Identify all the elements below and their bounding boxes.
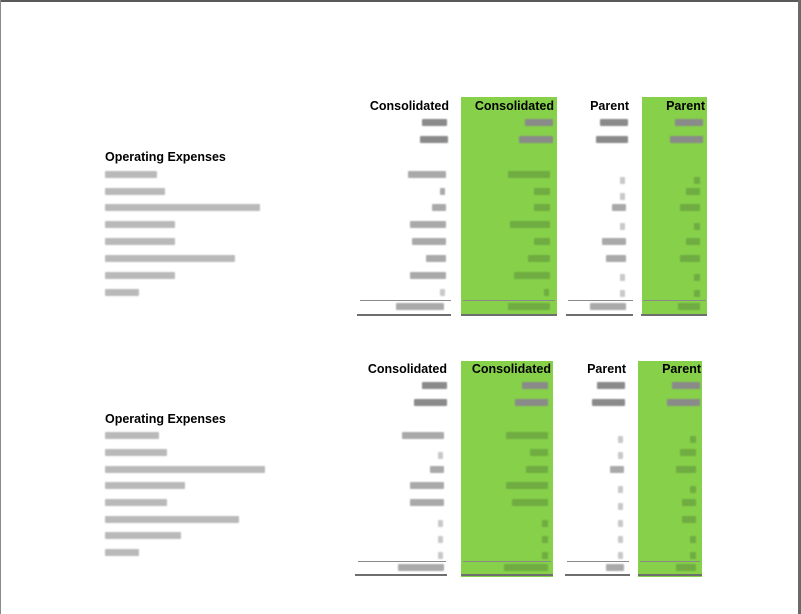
total-double-rule xyxy=(461,574,553,576)
value-cell xyxy=(680,449,696,456)
section-title: Operating Expenses xyxy=(105,150,226,164)
total-cell xyxy=(508,303,550,310)
total-double-rule xyxy=(638,574,702,576)
value-cell xyxy=(410,221,446,228)
value-cell xyxy=(682,516,696,523)
value-cell xyxy=(620,177,625,184)
value-cell xyxy=(694,223,700,230)
total-double-rule xyxy=(461,314,557,316)
total-cell xyxy=(676,564,696,571)
column-header-parent-highlighted: Parent xyxy=(666,99,705,113)
value-cell xyxy=(690,436,696,443)
date-cell xyxy=(420,136,448,143)
row-label xyxy=(105,272,175,279)
date-cell xyxy=(515,399,548,406)
value-cell xyxy=(618,520,623,527)
value-cell xyxy=(620,193,625,200)
value-cell xyxy=(514,272,550,279)
value-cell xyxy=(534,188,550,195)
row-label xyxy=(105,532,181,539)
value-cell xyxy=(694,274,700,281)
total-rule xyxy=(360,300,451,301)
date-cell xyxy=(414,399,447,406)
date-cell xyxy=(519,136,553,143)
row-label xyxy=(105,449,167,456)
value-cell xyxy=(610,466,624,473)
value-cell xyxy=(606,255,626,262)
row-label xyxy=(105,238,175,245)
row-label xyxy=(105,204,260,211)
value-cell xyxy=(528,255,550,262)
value-cell xyxy=(506,482,548,489)
value-cell xyxy=(618,536,623,543)
row-label xyxy=(105,549,139,556)
value-cell xyxy=(408,171,446,178)
date-cell xyxy=(592,399,625,406)
year-cell xyxy=(672,382,700,389)
value-cell xyxy=(690,552,696,559)
year-cell xyxy=(675,119,703,126)
row-label xyxy=(105,466,265,473)
value-cell xyxy=(402,432,444,439)
value-cell xyxy=(534,238,550,245)
row-label xyxy=(105,516,239,523)
date-cell xyxy=(670,136,703,143)
section-title: Operating Expenses xyxy=(105,412,226,426)
value-cell xyxy=(438,536,443,543)
value-cell xyxy=(510,221,550,228)
column-header-parent-highlighted: Parent xyxy=(662,362,701,376)
value-cell xyxy=(602,238,626,245)
row-label xyxy=(105,499,167,506)
value-cell xyxy=(534,204,550,211)
value-cell xyxy=(410,272,446,279)
value-cell xyxy=(618,503,623,510)
value-cell xyxy=(430,466,444,473)
year-cell xyxy=(422,382,447,389)
total-rule xyxy=(567,561,629,562)
value-cell xyxy=(618,436,623,443)
row-label xyxy=(105,171,157,178)
value-cell xyxy=(686,238,700,245)
value-cell xyxy=(542,552,548,559)
total-double-rule xyxy=(566,314,633,316)
value-cell xyxy=(612,204,626,211)
value-cell xyxy=(620,223,625,230)
value-cell xyxy=(618,452,623,459)
total-rule xyxy=(463,561,551,562)
value-cell xyxy=(620,290,625,297)
value-cell xyxy=(680,255,700,262)
value-cell xyxy=(618,486,623,493)
value-cell xyxy=(438,520,443,527)
value-cell xyxy=(690,536,696,543)
value-cell xyxy=(432,204,446,211)
value-cell xyxy=(426,255,446,262)
row-label xyxy=(105,255,235,262)
date-cell xyxy=(667,399,700,406)
total-cell xyxy=(396,303,444,310)
total-rule xyxy=(358,561,446,562)
value-cell xyxy=(686,188,700,195)
value-cell xyxy=(512,499,548,506)
value-cell xyxy=(412,238,446,245)
value-cell xyxy=(680,204,700,211)
value-cell xyxy=(694,290,700,297)
total-double-rule xyxy=(641,314,707,316)
value-cell xyxy=(542,536,548,543)
total-rule xyxy=(463,300,555,301)
total-cell xyxy=(606,564,624,571)
total-double-rule xyxy=(565,574,630,576)
total-rule xyxy=(643,300,706,301)
total-cell xyxy=(678,303,700,310)
year-cell xyxy=(422,119,447,126)
value-cell xyxy=(694,177,700,184)
row-label xyxy=(105,432,159,439)
value-cell xyxy=(410,499,444,506)
total-rule xyxy=(640,561,700,562)
value-cell xyxy=(682,499,696,506)
row-label xyxy=(105,188,165,195)
value-cell xyxy=(508,171,550,178)
value-cell xyxy=(440,289,445,296)
value-cell xyxy=(438,552,443,559)
year-cell xyxy=(522,382,548,389)
total-cell xyxy=(504,564,548,571)
column-header-parent: Parent xyxy=(587,362,626,376)
value-cell xyxy=(676,466,696,473)
column-header-consolidated-highlighted: Consolidated xyxy=(471,362,551,376)
value-cell xyxy=(530,449,548,456)
value-cell xyxy=(618,552,623,559)
value-cell xyxy=(506,432,548,439)
year-cell xyxy=(600,119,628,126)
value-cell xyxy=(690,486,696,493)
date-cell xyxy=(596,136,628,143)
year-cell xyxy=(525,119,553,126)
value-cell xyxy=(438,452,443,459)
total-rule xyxy=(568,300,633,301)
value-cell xyxy=(544,289,549,296)
row-label xyxy=(105,221,175,228)
column-header-consolidated-highlighted: Consolidated xyxy=(474,99,554,113)
value-cell xyxy=(410,482,444,489)
total-cell xyxy=(590,303,626,310)
year-cell xyxy=(597,382,625,389)
row-label xyxy=(105,289,139,296)
value-cell xyxy=(526,466,548,473)
column-header-consolidated: Consolidated xyxy=(369,99,449,113)
column-header-parent: Parent xyxy=(590,99,629,113)
total-double-rule xyxy=(355,574,447,576)
column-header-consolidated: Consolidated xyxy=(367,362,447,376)
total-cell xyxy=(398,564,444,571)
total-double-rule xyxy=(357,314,451,316)
value-cell xyxy=(620,274,625,281)
row-label xyxy=(105,482,185,489)
value-cell xyxy=(440,188,445,195)
window-left-border xyxy=(0,0,1,614)
window-top-border xyxy=(0,0,801,2)
value-cell xyxy=(542,520,548,527)
